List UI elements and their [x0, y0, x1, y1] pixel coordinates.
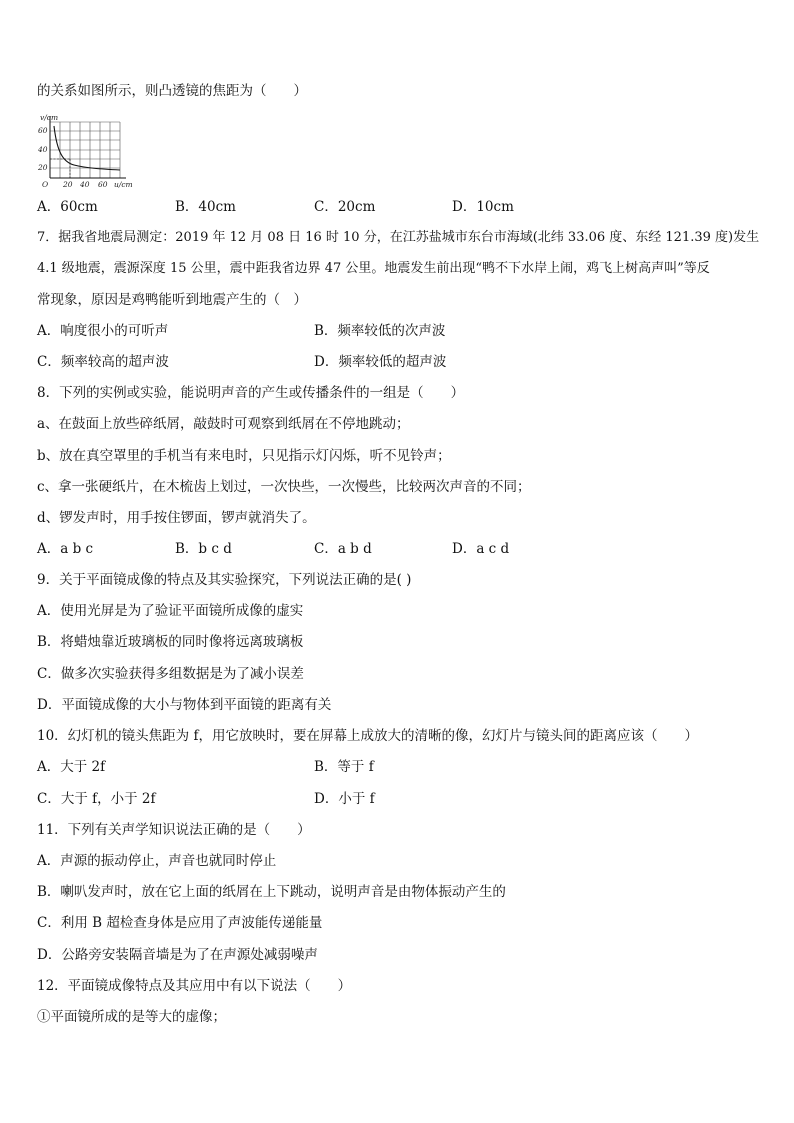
q6-option-c: C．20cm [314, 199, 376, 215]
q7-stem-line-2: 4.1 级地震，震源深度 15 公里，震中距我省边界 47 公里。地震发生前出现“鸭不下水岸上闹，鸡飞上树高声叫”等反 [37, 261, 710, 276]
graph-y-label: v/cm [40, 113, 59, 122]
q11-option-a: A．声源的振动停止，声音也就同时停止 [37, 853, 277, 869]
q8-option-a: A．a b c [37, 541, 94, 557]
graph-y-tick: 20 [38, 163, 48, 172]
q10-option-b: B．等于 f [314, 759, 374, 775]
graph-x-tick: 60 [98, 180, 108, 189]
q8-option-c: C．a b d [314, 541, 372, 557]
graph-x-tick: 20 [63, 180, 73, 189]
q8-option-d: D．a c d [452, 541, 510, 557]
graph-x-tick: 40 [80, 180, 90, 189]
q9-option-b: B．将蜡烛靠近玻璃板的同时像将远离玻璃板 [37, 634, 304, 650]
q8-stem: 8．下列的实例或实验，能说明声音的产生或传播条件的一组是（ ） [37, 385, 465, 401]
graph-y-tick: 60 [38, 126, 48, 135]
q6-stem-tail: 的关系如图所示，则凸透镜的焦距为（ ） [37, 83, 307, 99]
q8-item-d: d、锣发声时，用手按住锣面，锣声就消失了。 [37, 510, 316, 526]
q6-option-b: B．40cm [175, 199, 236, 215]
q6-graph [30, 112, 140, 190]
q7-stem-line-3: 常现象，原因是鸡鸭能听到地震产生的（ ） [37, 292, 307, 308]
graph-y-tick: 40 [38, 145, 48, 154]
q7-option-b: B．频率较低的次声波 [314, 323, 446, 339]
q8-item-a: a、在鼓面上放些碎纸屑，敲鼓时可观察到纸屑在不停地跳动； [37, 416, 410, 432]
q10-stem: 10．幻灯机的镜头焦距为 f，用它放映时，要在屏幕上成放大的清晰的像，幻灯片与镜头间的距离应该（ ） [37, 728, 698, 744]
q9-option-d: D．平面镜成像的大小与物体到平面镜的距离有关 [37, 697, 332, 713]
q11-option-d: D．公路旁安装隔音墙是为了在声源处减弱噪声 [37, 947, 318, 963]
q6-option-a: A．60cm [37, 199, 98, 215]
q7-stem-line-1: 7．据我省地震局测定：2019 年 12 月 08 日 16 时 10 分，在江苏盐城市东台市海域(北纬 33.06 度、东经 121.39 度)发生 [37, 230, 760, 245]
q10-option-a: A．大于 2f [37, 759, 106, 775]
q11-option-b: B．喇叭发声时，放在它上面的纸屑在上下跳动，说明声音是由物体振动产生的 [37, 884, 506, 900]
q10-option-c: C．大于 f，小于 2f [37, 791, 156, 807]
q12-stem: 12．平面镜成像特点及其应用中有以下说法（ ） [37, 978, 352, 994]
q9-stem: 9．关于平面镜成像的特点及其实验探究，下列说法正确的是( ) [37, 572, 412, 588]
q7-option-a: A．响度很小的可听声 [37, 323, 169, 339]
graph-x-label: u/cm [114, 180, 133, 189]
q12-item-1: ①平面镜所成的是等大的虚像； [37, 1009, 226, 1025]
q10-option-d: D．小于 f [314, 791, 375, 807]
q9-option-a: A．使用光屏是为了验证平面镜所成像的虚实 [37, 603, 304, 619]
q8-option-b: B．b c d [175, 541, 232, 557]
q7-option-c: C．频率较高的超声波 [37, 354, 169, 370]
q7-option-d: D．频率较低的超声波 [314, 354, 447, 370]
q11-option-c: C．利用 B 超检查身体是应用了声波能传递能量 [37, 915, 323, 931]
q8-item-b: b、放在真空罩里的手机当有来电时，只见指示灯闪烁，听不见铃声； [37, 448, 451, 464]
graph-origin-label: O [42, 180, 49, 189]
q6-option-d: D．10cm [452, 199, 514, 215]
q9-option-c: C．做多次实验获得多组数据是为了减小误差 [37, 666, 304, 682]
q11-stem: 11．下列有关声学知识说法正确的是（ ） [37, 822, 311, 838]
q8-item-c: c、拿一张硬纸片，在木梳齿上划过，一次快些，一次慢些，比较两次声音的不同； [37, 479, 531, 495]
